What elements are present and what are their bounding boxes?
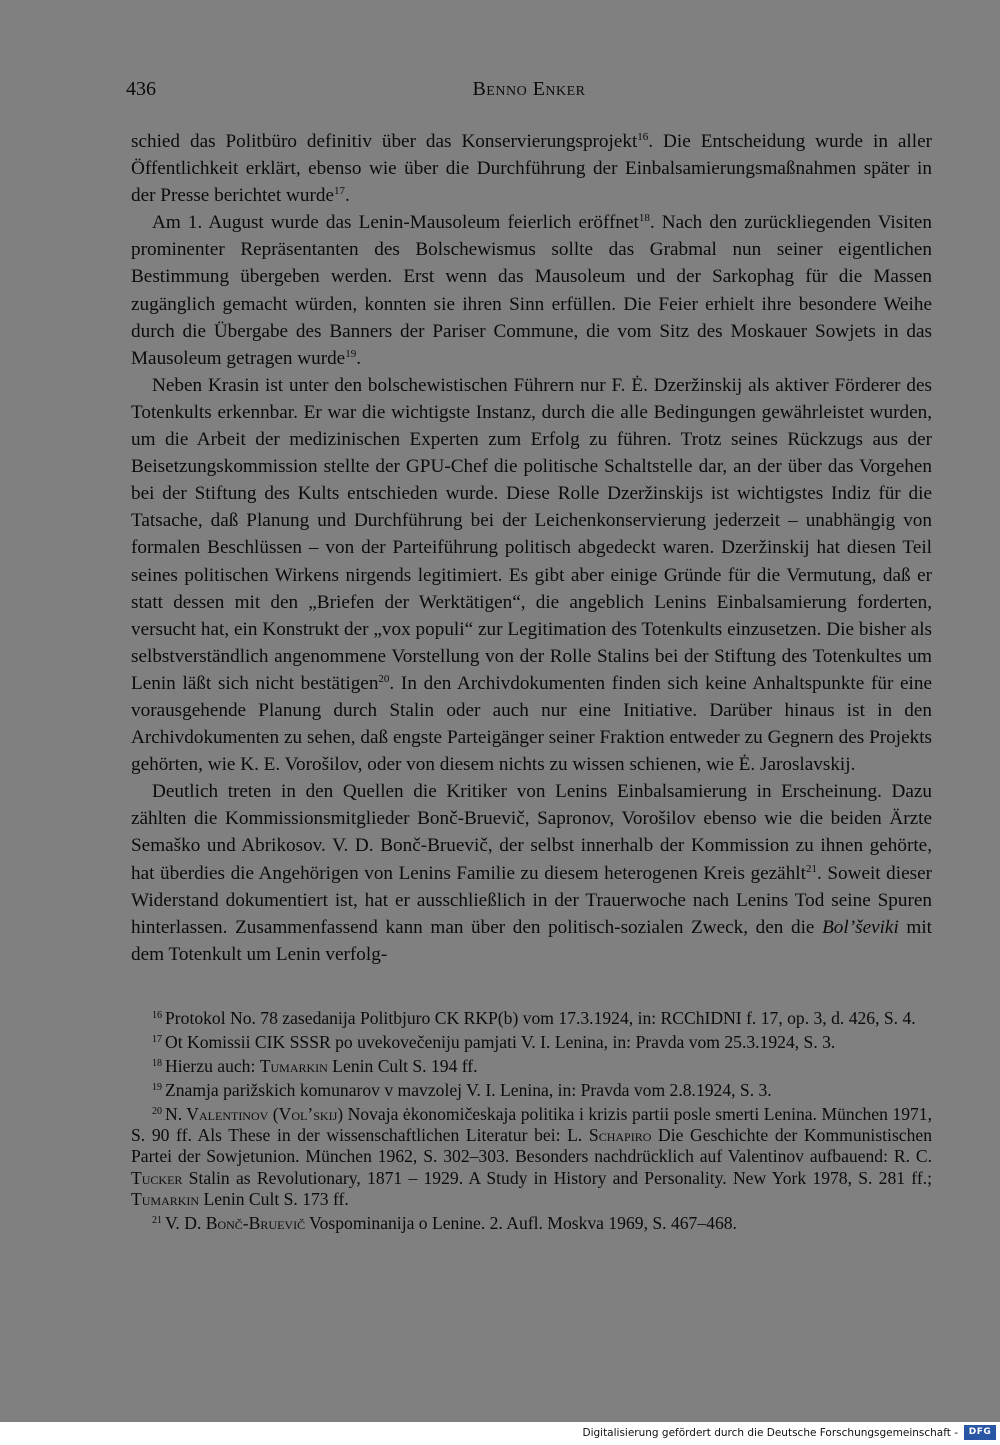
funding-credit: Digitalisierung gefördert durch die Deutsche Forschungsgemeinschaft - xyxy=(582,1427,958,1439)
footnote-reference: 19 xyxy=(345,347,357,360)
footnotes xyxy=(131,1008,932,1237)
footnote: $^{19}$ Znamja parižskich komunarov v mavzolej V. I. Lenina, in: Pravda vom 2.8.1924, S. 3. xyxy=(152,1079,772,1100)
main-text xyxy=(131,128,932,968)
footnote: $^{16}$ Protokol No. 78 zasedanija Politbjuro CK RKP(b) vom 17.3.1924, in: RCChIDNI f. 17, op. 3, d. 426, S. 4. xyxy=(152,1008,916,1028)
footnote-reference: 21 xyxy=(805,862,817,875)
footnote-number: 21 xyxy=(152,1215,162,1227)
footnote: $^{17}$ Ot Komissii CIK SSSR po uvekovečeniju pamjati V. I. Lenina, in: Pravda vom 25.3.1924, S. 3. xyxy=(152,1031,836,1052)
footnote-reference: 20 xyxy=(378,672,390,685)
footnote: $^{18}$ Hierzu auch: Tumarkin Lenin Cult S. 194 ff. xyxy=(152,1055,478,1076)
footnote-number: 18 xyxy=(152,1057,162,1069)
footnote: $^{20}$ N. Valentinov (Vol’skij) Novaja ėkonomičeskaja politika i krizis partii posle smerti Lenina. München 1971, S. 90 ff. Als These in der wissenschaftlichen Literatur bei: L. Schapiro Die Geschichte der Kommunistischen Partei der Sowjetunion. München 1962, S. 302–303. Besonders nachdrücklich auf Valentinov aufbauend: R. C. Tucker Stalin as Revolutionary, 1871 – 1929. A Study in History and Personality. New York 1978, S. 281 ff.; Tumarkin Lenin Cult S. 173 ff. xyxy=(131,1103,933,1210)
footnote-reference: 18 xyxy=(638,212,650,225)
page-number: 436 xyxy=(126,78,156,100)
footnote-number: 17 xyxy=(152,1033,162,1045)
footnote-reference: 17 xyxy=(334,185,345,198)
paragraph: schied das Politbüro definitiv über das Konservierungsprojekt$^{16}$. Die Entscheidung wurde in aller Öffentlichkeit erklärt, ebenso wie über die Durchführung der Einbalsamierungsmaßnahmen später in der Presse berichtet wurde$^{17}$. xyxy=(131,131,932,207)
paragraph: Am 1. August wurde das Lenin-Mausoleum feierlich eröffnet$^{18}$. Nach den zurückliegenden Visiten prominenter Repräsentanten des Bolschewismus sollte das Grabmal nun seiner eigentlichen Bestimmung übergeben werden. Erst wenn das Mausoleum und der Sarkophag für die Massen zugänglich gemacht würden, konnten sie ihren Sinn erfüllen. Die Feier erhielt ihre besondere Weihe durch die Übergabe des Banners der Pariser Commune, die vom Sitz des Moskauer Sowjets in das Mausoleum getragen wurde$^{19}$. xyxy=(131,212,933,369)
footnote: $^{21}$ V. D. Bonč-Bruevič Vospominanija o Lenine. 2. Aufl. Moskva 1969, S. 467–468. xyxy=(152,1213,737,1234)
page-header xyxy=(126,78,932,108)
footnote-reference: 16 xyxy=(637,131,649,143)
footnote-number: 19 xyxy=(152,1081,162,1093)
footnote-number: 16 xyxy=(152,1010,162,1021)
running-head-author: Benno Enker xyxy=(472,78,586,100)
paragraph: Deutlich treten in den Quellen die Kritiker von Lenins Einbalsamierung in Erscheinung. Dazu zählten die Kommissionsmitglieder Bonč-Bruevič, Sapronov, Vorošilov ebenso wie die beiden Ärzte Semaško und Abrikosov. V. D. Bonč-Bruevič, der selbst innerhalb der Kommission zu ihnen gehörte, hat überdies die Angehörigen von Lenins Familie zu diesem heterogenen Kreis gezählt$^{21}$. Soweit dieser Widerstand dokumentiert ist, hat er ausschließlich in der Trauerwoche nach Lenins Tod seine Spuren hinterlassen. Zusammenfassend kann man über den politisch-sozialen Zweck, den die Bol’ševiki mit dem Totenkult um Lenin verfolg- xyxy=(131,781,932,965)
footnote-number: 20 xyxy=(152,1105,162,1117)
digitization-footer xyxy=(0,1422,1000,1445)
paragraph: Neben Krasin ist unter den bolschewistischen Führern nur F. Ė. Dzeržinskij als aktiver Förderer des Totenkults erkennbar. Er war die wichtigste Instanz, durch die alle Bedingungen gewährleistet wurden, um die Arbeit der medizinischen Experten zum Erfolg zu führen. Trotz seines Rückzugs aus der Beisetzungskommission stellte der GPU-Chef die politische Schaltstelle dar, an der über das Vorgehen bei der Stiftung des Kults entschieden wurde. Diese Rolle Dzeržinskijs ist wichtigstes Indiz für die Tatsache, daß Planung und Durchführung bei der Leichenkonservierung jederzeit – unabhängig von formalen Beschlüssen – von der Parteiführung politisch abgedeckt waren. Dzeržinskij hat diesen Teil seines politischen Wirkens nirgends legitimiert. Es gibt aber einige Gründe für die Vermutung, daß er statt dessen mit den „Briefen der Werktätigen“, die angeblich Lenins Einbalsamierung forderten, versucht hat, ein Konstrukt der „vox populi“ zur Legitimation des Totenkults einzusetzen. Die bisher als selbstverständlich angenommene Vorstellung von der Rolle Stalins bei der Stiftung des Totenkultes um Lenin läßt sich nicht bestätigen$^{20}$. In den Archivdokumenten finden sich keine Anhaltspunkte für eine vorausgehende Planung durch Stalin oder auch nur eine Initiative. Darüber hinaus ist in den Archivdokumenten zu sehen, daß engste Parteigänger seiner Fraktion entweder zu Gegnern des Projekts gehörten, wie K. E. Vorošilov, oder von diesem nichts zu wissen schienen, wie Ė. Jaroslavskij. xyxy=(131,374,932,776)
dfg-logo-icon: DFG xyxy=(964,1425,996,1440)
